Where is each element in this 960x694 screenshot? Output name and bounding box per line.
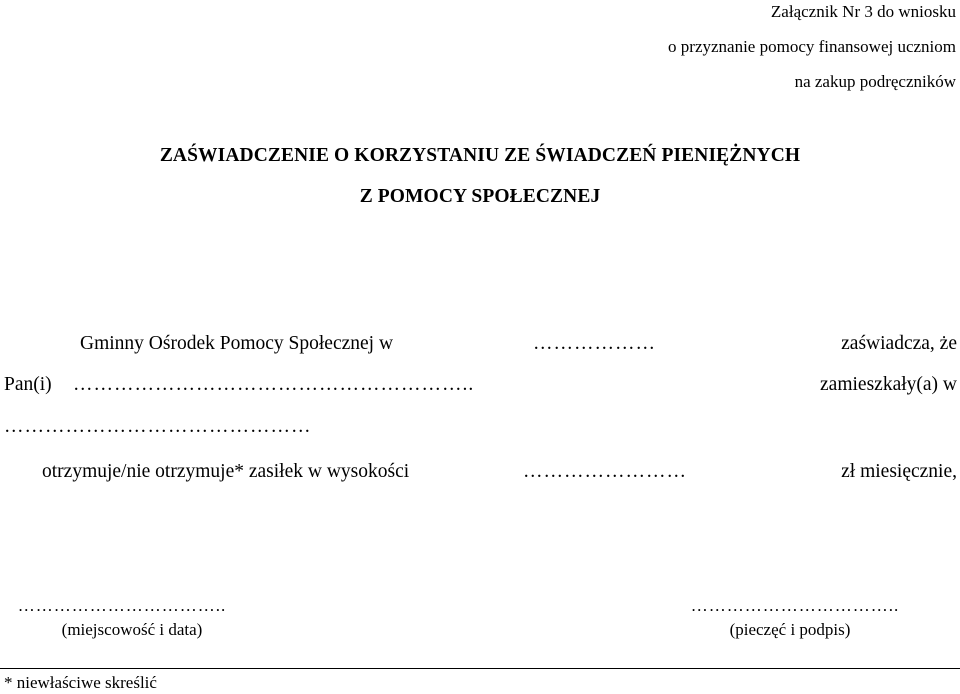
municipality-fill-line: ……………… [533, 333, 656, 354]
benefit-status-text: otrzymuje/nie otrzymuje* zasiłek w wysokości [42, 461, 410, 482]
benefit-amount-fill-line: …………………… [523, 461, 687, 482]
place-date-fill-line: …………………………….. [17, 596, 227, 615]
address-fill-line: ……………………………………… [4, 416, 312, 437]
attachment-purpose: na zakup podręczników [794, 72, 956, 91]
certifies-text: zaświadcza, że [841, 333, 957, 354]
certifying-body-text: Gminny Ośrodek Pomocy Społecznej w [80, 333, 394, 354]
stamp-signature-fill-line: …………………………….. [690, 596, 900, 615]
document-title-line2: Z POMOCY SPOŁECZNEJ [359, 186, 601, 207]
footnote-divider [0, 668, 960, 669]
stamp-signature-label: (pieczęć i podpis) [729, 620, 851, 639]
place-date-label: (miejscowość i data) [61, 620, 203, 639]
document-title-line1: ZAŚWIADCZENIE O KORZYSTANIU ZE ŚWIADCZEŃ PIENIĘŻNYCH [159, 145, 801, 166]
residence-label: zamieszkały(a) w [820, 374, 957, 395]
footnote: * niewłaściwe skreślić [4, 673, 157, 692]
attachment-number: Załącznik Nr 3 do wniosku [770, 2, 956, 21]
monthly-label: zł miesięcznie, [841, 461, 957, 482]
person-label: Pan(i) [4, 374, 52, 395]
attachment-subject: o przyznanie pomocy finansowej uczniom [668, 37, 956, 56]
person-name-fill-line: ………………………………………………….. [73, 374, 475, 395]
